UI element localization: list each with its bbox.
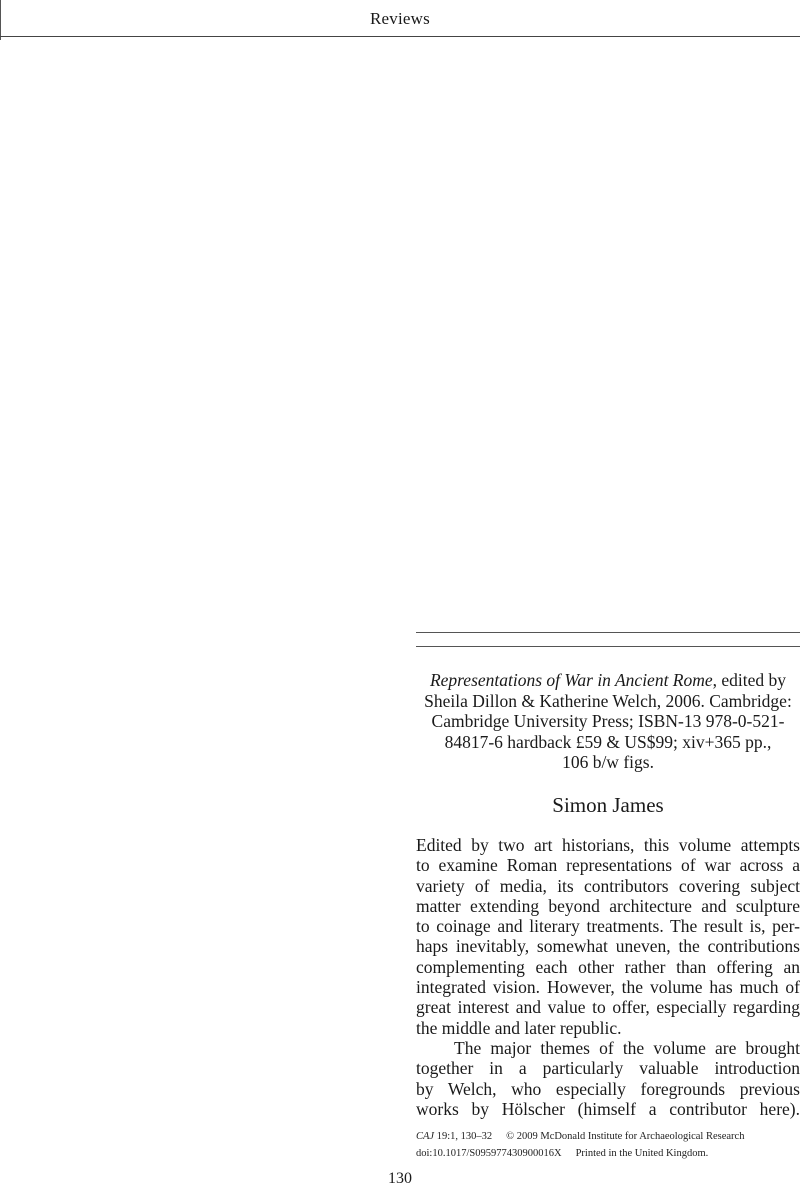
body-line: to examine Roman representations of war across a (416, 855, 800, 876)
citation-line-1: Representations of War in Ancient Rome, edited by (429, 670, 787, 690)
body-line: matter extending beyond architecture and sculpture (416, 895, 800, 916)
journal-abbrev: CAJ (416, 1131, 435, 1142)
journal-issue: 19:1, 130–32 (434, 1131, 493, 1142)
body-line: to coinage and literary treatments. The result is, per- (416, 916, 800, 937)
body-line: The major themes of the volume are brought (454, 1037, 800, 1058)
body-line: together in a particularly valuable introduction (416, 1058, 800, 1079)
separator-rule-top (416, 632, 800, 633)
doi-text: doi:10.1017/S095977430900016X (416, 1148, 562, 1159)
body-line: by Welch, who especially foregrounds previous (416, 1078, 800, 1099)
body-line: integrated vision. However, the volume has much of (416, 977, 800, 998)
body-line: variety of media, its contributors covering subject (416, 875, 800, 896)
footer-row-2 (416, 1145, 800, 1162)
footer-row-1 (416, 1128, 800, 1145)
body-line: Edited by two art historians, this volume attempts (416, 835, 800, 855)
copyright-notice: © 2009 McDonald Institute for Archaeological Research (506, 1131, 745, 1142)
printed-notice: Printed in the United Kingdom. (575, 1148, 709, 1159)
publication-footer (416, 1128, 800, 1162)
citation-line-2: Sheila Dillon & Katherine Welch, 2006. Cambridge: (424, 690, 792, 711)
citation-line-4: 84817-6 hardback £59 & US$99; xiv+365 pp., (444, 731, 772, 752)
body-line: works by Hölscher (himself a contributor here). (416, 1098, 800, 1119)
body-line: haps inevitably, somewhat uneven, the contributions (416, 936, 800, 957)
header-rule (0, 36, 800, 37)
book-citation (416, 670, 800, 773)
review-body (416, 835, 800, 1119)
reviewer-name: Simon James (552, 793, 664, 817)
running-head: Reviews (370, 9, 430, 28)
book-title: Representations of War in Ancient Rome (429, 670, 713, 690)
citation-line-3: Cambridge University Press; ISBN-13 978-0-521- (431, 711, 785, 731)
body-line: the middle and later republic. (416, 1017, 622, 1038)
page-number: 130 (388, 1170, 412, 1187)
body-line: great interest and value to offer, especially regarding (416, 997, 800, 1018)
separator-rule-bottom (416, 646, 800, 647)
citation-line-5: 106 b/w figs. (562, 752, 654, 772)
body-line: complementing each other rather than offering an (416, 956, 800, 977)
